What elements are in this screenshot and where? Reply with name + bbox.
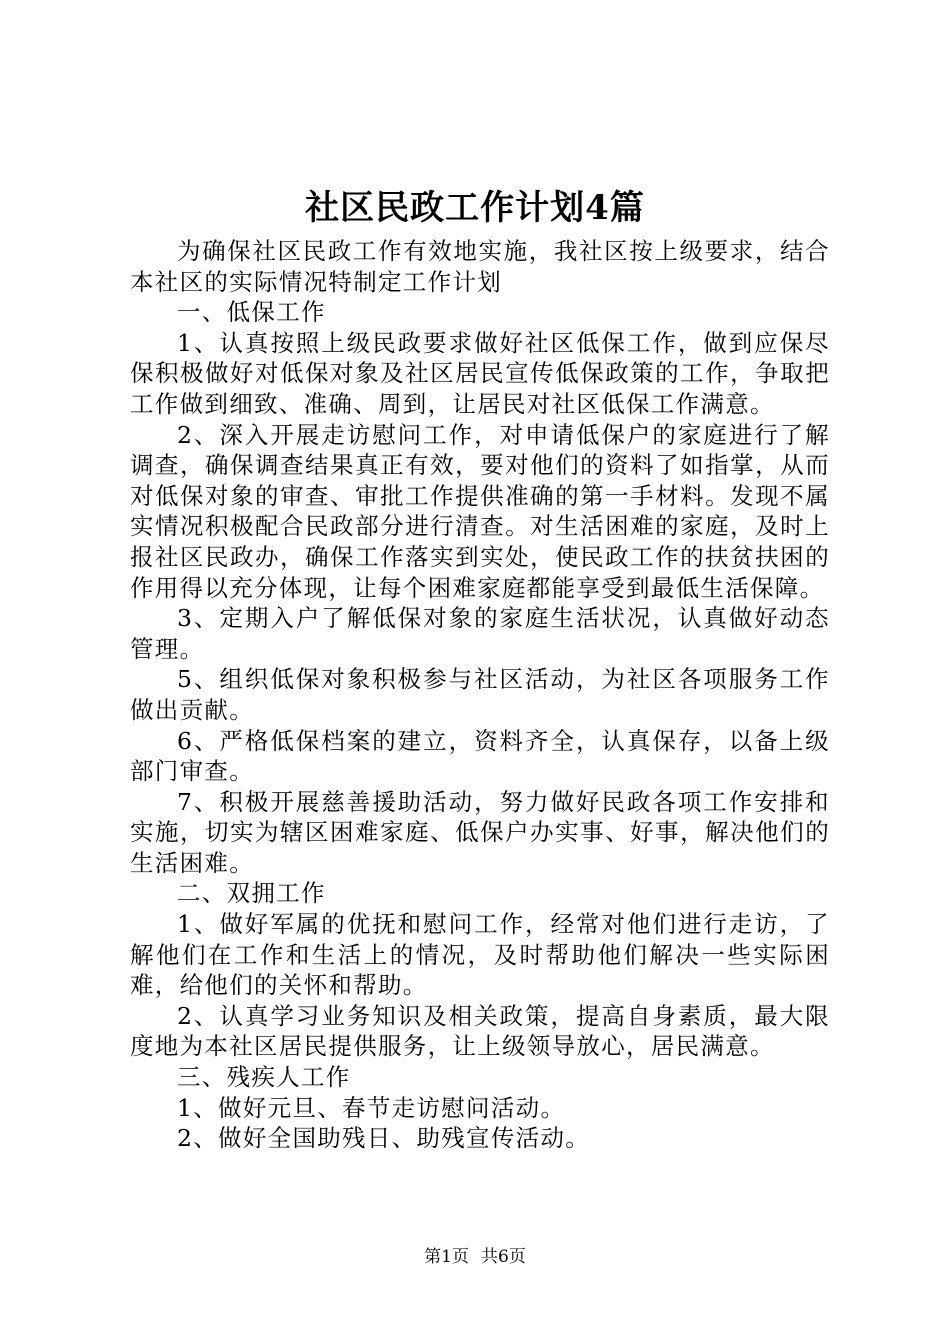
paragraph-intro: 为确保社区民政工作有效地实施，我社区按上级要求，结合本社区的实际情况特制定工作计划 [130,237,830,296]
paragraph: 1、做好元旦、春节走访慰问活动。 [177,1093,566,1122]
paragraph: 2、认真学习业务知识及相关政策，提高自身素质，最大限度地为本社区居民提供服务，让上级领导放心，居民满意。 [130,1001,830,1061]
paragraph: 2、深入开展走访慰问工作，对申请低保户的家庭进行了解调查，确保调查结果真正有效，要对他们的资料了如指掌，从而对低保对象的审查、审批工作提供准确的第一手材料。发现不属实情况积极配合民政部分进行清查。对生活困难的家庭，及时上报社区民政办，确保工作落实到实处，使民政工作的扶贫扶困的作用得以充分体现，让每个困难家庭都能享受到最低生活保障。 [130,420,830,602]
paragraph: 7、积极开展慈善援助活动，努力做好民政各项工作安排和实施，切实为辖区困难家庭、低保户办实事、好事，解决他们的生活困难。 [130,787,830,877]
document-body [130,236,830,1154]
paragraph: 3、定期入户了解低保对象的家庭生活状况，认真做好动态管理。 [130,604,830,663]
section-heading-disability: 三、残疾人工作 [177,1063,351,1092]
paragraph: 5、组织低保对象积极参与社区活动，为社区各项服务工作做出贡献。 [130,665,830,724]
document-title: 社区民政工作计划4篇 [305,188,645,228]
paragraph: 1、做好军属的优抚和慰问工作，经常对他们进行走访，了解他们在工作和生活上的情况，及时帮助他们解决一些实际困难，给他们的关怀和帮助。 [130,910,830,1000]
page-number: 第1页 [424,1247,469,1267]
paragraph: 6、严格低保档案的建立，资料齐全，认真保存，以备上级部门审查。 [130,726,830,786]
section-heading-double-support: 二、双拥工作 [177,879,326,908]
section-heading-low-income: 一、低保工作 [177,298,326,327]
paragraph: 2、做好全国助残日、助残宣传活动。 [177,1124,591,1153]
page-total: 共6页 [481,1247,526,1267]
page-footer [0,1245,950,1269]
paragraph: 1、认真按照上级民政要求做好社区低保工作，做到应保尽保积极做好对低保对象及社区居民宣传低保政策的工作，争取把工作做到细致、准确、周到，让居民对社区低保工作满意。 [130,328,830,418]
